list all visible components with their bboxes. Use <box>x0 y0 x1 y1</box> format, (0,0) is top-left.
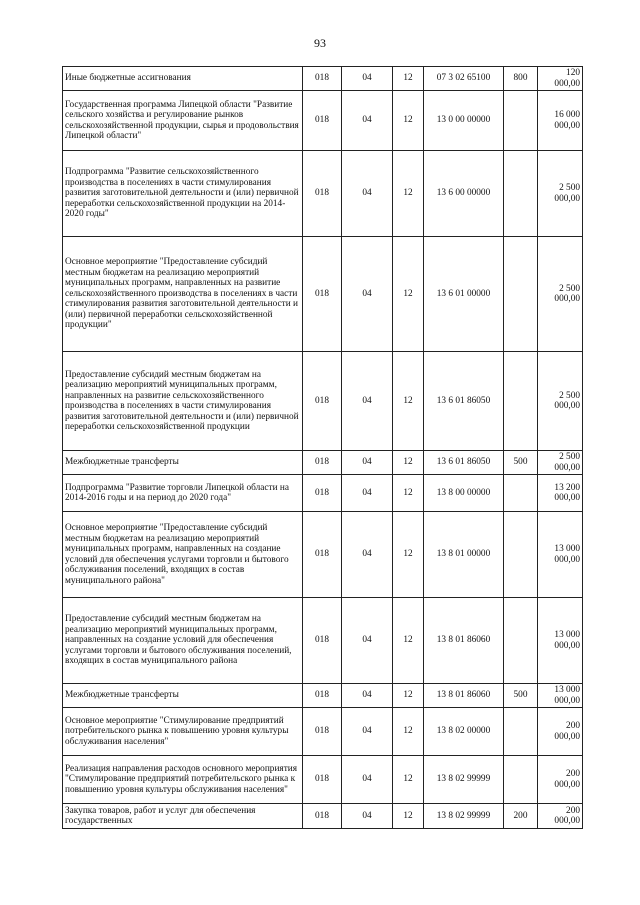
target-article-cell: 13 8 01 86060 <box>424 598 504 684</box>
subsection-code-cell: 12 <box>393 804 424 829</box>
page-number: 93 <box>314 36 326 50</box>
subsection-code-cell: 12 <box>393 475 424 512</box>
row-name-cell: Межбюджетные трансферты <box>63 451 303 475</box>
expense-type-cell: 200 <box>504 804 538 829</box>
expense-type-cell <box>504 598 538 684</box>
subsection-code-cell: 12 <box>393 237 424 352</box>
ministry-code-cell: 018 <box>303 237 342 352</box>
section-code-cell: 04 <box>342 237 393 352</box>
row-name-cell: Закупка товаров, работ и услуг для обеспечения государственных <box>63 804 303 829</box>
table-row <box>63 804 583 829</box>
ministry-code-cell: 018 <box>303 352 342 451</box>
section-code-cell: 04 <box>342 67 393 91</box>
expense-type-cell <box>504 237 538 352</box>
ministry-code-cell: 018 <box>303 451 342 475</box>
table-row <box>63 151 583 237</box>
section-code-cell: 04 <box>342 756 393 804</box>
section-code-cell: 04 <box>342 151 393 237</box>
table-row <box>63 512 583 598</box>
amount-cell: 13 000 000,00 <box>538 512 583 598</box>
target-article-cell: 07 3 02 65100 <box>424 67 504 91</box>
row-name-cell: Межбюджетные трансферты <box>63 684 303 708</box>
subsection-code-cell: 12 <box>393 512 424 598</box>
amount-cell: 200 000,00 <box>538 708 583 756</box>
expense-type-cell <box>504 512 538 598</box>
amount-cell: 2 500 000,00 <box>538 151 583 237</box>
subsection-code-cell: 12 <box>393 756 424 804</box>
row-name-cell: Предоставление субсидий местным бюджетам на реализацию мероприятий муниципальных программ, направленных на развитие сельскохозяйственного производства в поселениях в части стимулирования развития заготовительной деятельности и (или) первичной переработки сельскохозяйственной продукции <box>63 352 303 451</box>
ministry-code-cell: 018 <box>303 151 342 237</box>
ministry-code-cell: 018 <box>303 804 342 829</box>
row-name-cell: Основное мероприятие "Предоставление субсидий местным бюджетам на реализацию мероприятий муниципальных программ, направленных на развитие сельскохозяйственного производства в поселениях в части стимулирования развития заготовительной деятельности и (или) первичной переработки сельскохозяйственной продукции" <box>63 237 303 352</box>
target-article-cell: 13 6 01 86050 <box>424 352 504 451</box>
target-article-cell: 13 8 02 99999 <box>424 804 504 829</box>
amount-cell: 2 500 000,00 <box>538 352 583 451</box>
expense-type-cell: 500 <box>504 684 538 708</box>
table-row <box>63 237 583 352</box>
subsection-code-cell: 12 <box>393 352 424 451</box>
table-row <box>63 352 583 451</box>
ministry-code-cell: 018 <box>303 67 342 91</box>
target-article-cell: 13 6 01 00000 <box>424 237 504 352</box>
section-code-cell: 04 <box>342 352 393 451</box>
row-name-cell: Реализация направления расходов основного мероприятия "Стимулирование предприятий потребительского рынка к повышению уровня культуры обслуживания населения" <box>63 756 303 804</box>
table-row <box>63 67 583 91</box>
row-name-cell: Основное мероприятие "Предоставление субсидий местным бюджетам на реализацию мероприятий муниципальных программ, направленных на создание условий для обеспечения услугами торговли и бытового обслуживания поселений, входящих в состав муниципального района" <box>63 512 303 598</box>
row-name-cell: Основное мероприятие "Стимулирование предприятий потребительского рынка к повышению уровня культуры обслуживания населения" <box>63 708 303 756</box>
target-article-cell: 13 8 01 00000 <box>424 512 504 598</box>
amount-cell: 16 000 000,00 <box>538 91 583 151</box>
table-row <box>63 451 583 475</box>
section-code-cell: 04 <box>342 512 393 598</box>
budget-table <box>62 66 583 829</box>
section-code-cell: 04 <box>342 708 393 756</box>
amount-cell: 2 500 000,00 <box>538 451 583 475</box>
subsection-code-cell: 12 <box>393 598 424 684</box>
row-name-cell: Подпрограмма "Развитие торговли Липецкой области на 2014-2016 годы и на период до 2020 года" <box>63 475 303 512</box>
row-name-cell: Государственная программа Липецкой области "Развитие сельского хозяйства и регулирование рынков сельскохозяйственной продукции, сырья и продовольствия Липецкой области" <box>63 91 303 151</box>
row-name-cell: Иные бюджетные ассигнования <box>63 67 303 91</box>
ministry-code-cell: 018 <box>303 598 342 684</box>
target-article-cell: 13 0 00 00000 <box>424 91 504 151</box>
amount-cell: 13 000 000,00 <box>538 598 583 684</box>
expense-type-cell: 800 <box>504 67 538 91</box>
amount-cell: 200 000,00 <box>538 756 583 804</box>
table-row <box>63 91 583 151</box>
expense-type-cell <box>504 756 538 804</box>
target-article-cell: 13 8 02 00000 <box>424 708 504 756</box>
target-article-cell: 13 6 01 86050 <box>424 451 504 475</box>
amount-cell: 2 500 000,00 <box>538 237 583 352</box>
ministry-code-cell: 018 <box>303 708 342 756</box>
section-code-cell: 04 <box>342 598 393 684</box>
target-article-cell: 13 6 00 00000 <box>424 151 504 237</box>
subsection-code-cell: 12 <box>393 708 424 756</box>
amount-cell: 13 200 000,00 <box>538 475 583 512</box>
ministry-code-cell: 018 <box>303 684 342 708</box>
ministry-code-cell: 018 <box>303 475 342 512</box>
table-row <box>63 684 583 708</box>
row-name-cell: Предоставление субсидий местным бюджетам на реализацию мероприятий муниципальных программ, направленных на создание условий для обеспечения услугами торговли и бытового обслуживания поселений, входящих в состав муниципального района <box>63 598 303 684</box>
amount-cell: 13 000 000,00 <box>538 684 583 708</box>
subsection-code-cell: 12 <box>393 91 424 151</box>
expense-type-cell <box>504 151 538 237</box>
expense-type-cell <box>504 352 538 451</box>
row-name-cell: Подпрограмма "Развитие сельскохозяйственного производства в поселениях в части стимулирования развития заготовительной деятельности и (или) первичной переработки сельскохозяйственной продукции на 2014-2020 годы" <box>63 151 303 237</box>
table-row <box>63 708 583 756</box>
subsection-code-cell: 12 <box>393 151 424 237</box>
ministry-code-cell: 018 <box>303 91 342 151</box>
amount-cell: 200 000,00 <box>538 804 583 829</box>
expense-type-cell: 500 <box>504 451 538 475</box>
section-code-cell: 04 <box>342 804 393 829</box>
ministry-code-cell: 018 <box>303 512 342 598</box>
section-code-cell: 04 <box>342 91 393 151</box>
table-row <box>63 475 583 512</box>
target-article-cell: 13 8 02 99999 <box>424 756 504 804</box>
subsection-code-cell: 12 <box>393 451 424 475</box>
ministry-code-cell: 018 <box>303 756 342 804</box>
section-code-cell: 04 <box>342 475 393 512</box>
amount-cell: 120 000,00 <box>538 67 583 91</box>
subsection-code-cell: 12 <box>393 684 424 708</box>
expense-type-cell <box>504 91 538 151</box>
expense-type-cell <box>504 708 538 756</box>
table-row <box>63 598 583 684</box>
section-code-cell: 04 <box>342 684 393 708</box>
section-code-cell: 04 <box>342 451 393 475</box>
expense-type-cell <box>504 475 538 512</box>
target-article-cell: 13 8 01 86060 <box>424 684 504 708</box>
subsection-code-cell: 12 <box>393 67 424 91</box>
table-row <box>63 756 583 804</box>
budget-table-body <box>63 67 583 829</box>
target-article-cell: 13 8 00 00000 <box>424 475 504 512</box>
